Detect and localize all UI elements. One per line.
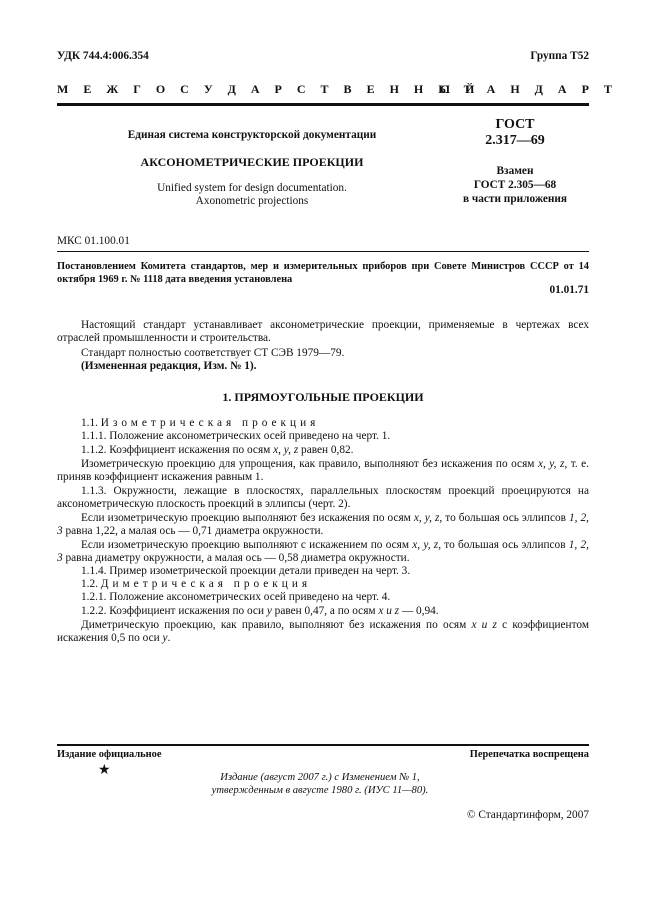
ellipse-with-distortion: Если изометрическую проекцию выполняют с искажением по осям x, y, z, то большая ось эллипсов 1, 2, 3 равна диаметру окружности, а малая ось — 0,58 диаметра окружности.	[57, 539, 589, 565]
replaces-scope: в части приложения	[462, 193, 568, 205]
replaces-gost: ГОСТ 2.305—68	[473, 179, 557, 191]
english-title-line-2: Axonometric projections	[195, 195, 309, 207]
group-code: Группа Т52	[530, 50, 589, 62]
isometric-simplification: Изометрическую проекцию для упрощения, как правило, выполняют без искажения по осям x, y, z, т. е. приняв коэффициент искажения равным 1.	[57, 458, 589, 484]
star-icon: ★	[98, 763, 111, 778]
official-edition: Издание официальное	[57, 749, 162, 760]
footer-rule	[57, 744, 589, 746]
edition-line-2: утвержденным в августе 1980 г. (ИУС 11—80).	[211, 785, 429, 796]
copyright: © Стандартинформ, 2007	[466, 809, 589, 821]
system-name: Единая система конструкторской документации	[127, 129, 377, 141]
intro-compliance: Стандарт полностью соответствует СТ СЭВ 1979—79.	[81, 347, 345, 359]
introduction-date: 01.01.71	[549, 284, 589, 296]
clause-1-1-1: 1.1.1. Положение аксонометрических осей приведено на черт. 1.	[81, 430, 391, 442]
mks-rule	[57, 251, 589, 252]
mks-code: МКС 01.100.01	[57, 235, 130, 247]
dimetric-simplification: Диметрическую проекцию, как правило, выполняют без искажения по осям x и z с коэффициентом искажения 0,5 по оси y.	[57, 619, 589, 645]
gost-number: 2.317—69	[485, 133, 545, 148]
clause-1-2-1: 1.2.1. Положение аксонометрических осей приведено на черт. 4.	[81, 591, 391, 603]
banner-rule	[57, 103, 589, 106]
gost-label: ГОСТ	[495, 117, 535, 132]
section-heading: 1. ПРЯМОУГОЛЬНЫЕ ПРОЕКЦИИ	[222, 390, 424, 404]
intro-paragraph: Настоящий стандарт устанавливает аксонометрические проекции, применяемые в чертежах всех отраслей промышленности и строительства.	[57, 319, 589, 345]
banner-interstate: М Е Ж Г О С У Д А Р С Т В Е Н Н Ы Й	[57, 82, 481, 96]
udk-code: УДК 744.4:006.354	[57, 50, 149, 62]
clause-1-2-2: 1.2.2. Коэффициент искажения по оси y равен 0,47, а по осям x и z — 0,94.	[81, 605, 439, 617]
document-title: АКСОНОМЕТРИЧЕСКИЕ ПРОЕКЦИИ	[140, 155, 364, 169]
clause-1-1-3: 1.1.3. Окружности, лежащие в плоскостях, параллельных плоскостям проекций проецируются на аксонометрическую плоскость проекций в эллипсы (черт. 2).	[57, 485, 589, 511]
clause-1-1: 1.1. Изометрическая проекция	[81, 417, 320, 429]
replaces-label: Взамен	[496, 165, 534, 177]
clause-1-1-2: 1.1.2. Коэффициент искажения по осям x, y, z равен 0,82.	[81, 444, 354, 456]
clause-1-2: 1.2. Диметрическая проекция	[81, 578, 312, 590]
edition-line-1: Издание (август 2007 г.) с Изменением № 1,	[220, 772, 420, 783]
intro-amendment: (Измененная редакция, Изм. № 1).	[81, 360, 257, 372]
decree-text: Постановлением Комитета стандартов, мер и измерительных приборов при Совете Министров СССР от 14 октября 1969 г. № 1118 дата введения установлена	[57, 261, 589, 285]
english-title-line-1: Unified system for design documentation.	[157, 182, 347, 194]
reprint-prohibited: Перепечатка воспрещена	[469, 749, 589, 760]
banner-standard: С Т А Н Д А Р Т	[440, 82, 618, 96]
clause-1-1-4: 1.1.4. Пример изометрической проекции детали приведен на черт. 3.	[81, 565, 411, 577]
ellipse-no-distortion: Если изометрическую проекцию выполняют без искажения по осям x, y, z, то большая ось эллипсов 1, 2, 3 равна 1,22, а малая ось — 0,71 диаметра окружности.	[57, 512, 589, 538]
